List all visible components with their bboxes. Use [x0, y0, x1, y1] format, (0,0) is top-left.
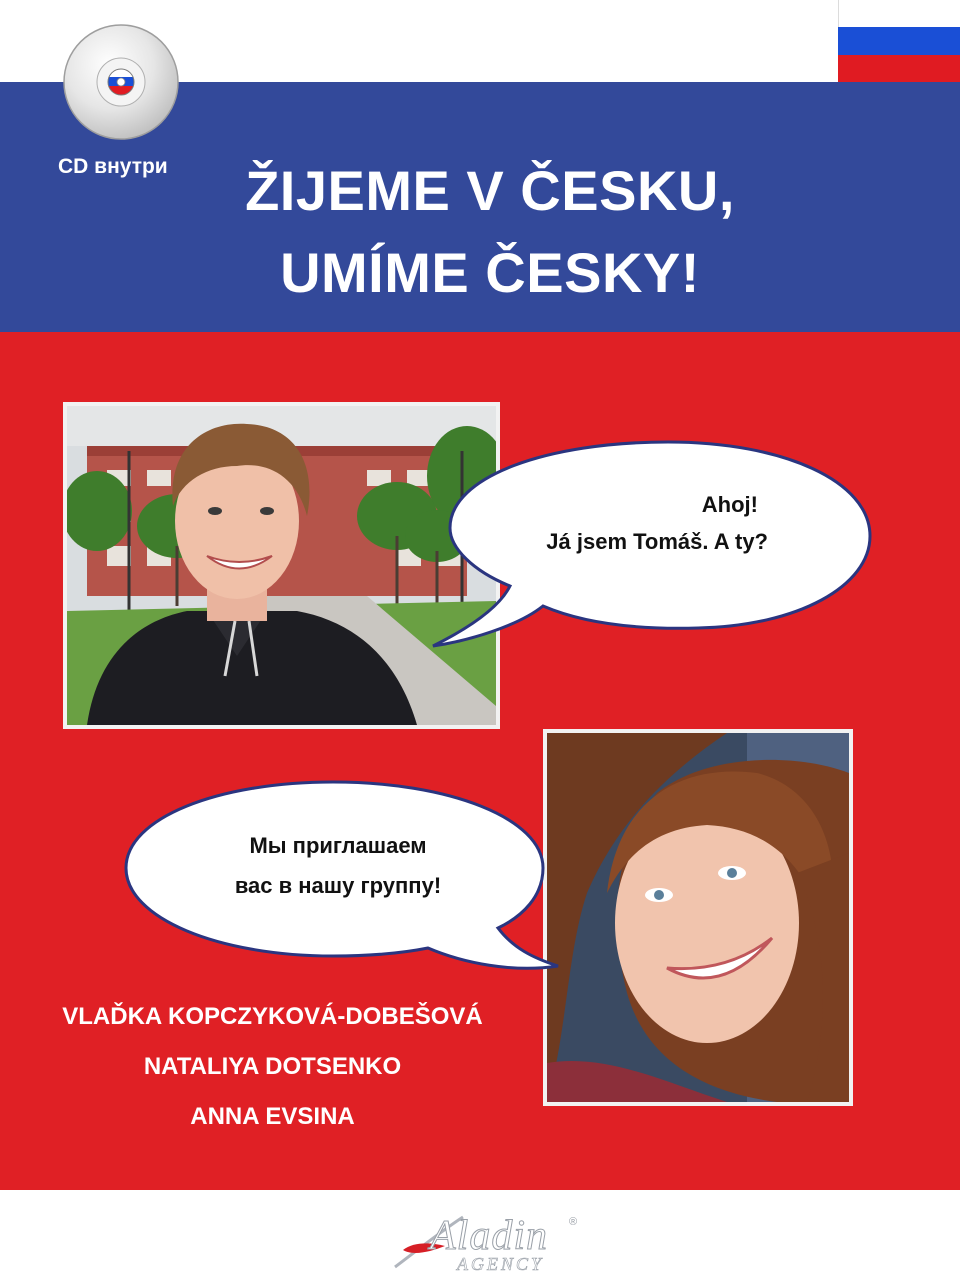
- bubble-tomas-line-2: Já jsem Tomáš. A ty?: [546, 529, 768, 554]
- logo-agency-text: AGENCY: [457, 1254, 545, 1274]
- registered-mark: ®: [569, 1216, 578, 1228]
- russian-flag-icon: [838, 0, 960, 82]
- cd-disc-icon: [63, 24, 179, 140]
- aladin-agency-logo: [385, 1212, 585, 1274]
- book-title: [210, 150, 770, 314]
- bubble-invitation-line-1: Мы приглашаем: [249, 833, 427, 858]
- title-line-1: ŽIJEME V ČESKU,: [245, 159, 735, 222]
- author-2: NATALIYA DOTSENKO: [143, 1053, 402, 1080]
- logo-aladin-text: Aladin: [430, 1213, 548, 1259]
- author-1: VLAĎKA KOPCZYKOVÁ-DOBEŠOVÁ: [62, 1003, 483, 1030]
- bubble-tomas-line-1: Ahoj!: [701, 492, 758, 517]
- authors-list: [40, 992, 505, 1142]
- bubble-tomas-text: [498, 486, 868, 560]
- speech-bubble-invitation: [118, 778, 563, 994]
- bubble-invitation-text: [118, 826, 558, 906]
- cd-inside-label: CD внутри: [58, 155, 168, 178]
- bubble-invitation-line-2: вас в нашу группу!: [234, 873, 442, 898]
- title-line-2: UMÍME ČESKY!: [280, 241, 700, 304]
- speech-bubble-tomas: [428, 436, 878, 660]
- author-3: ANNA EVSINA: [190, 1103, 355, 1130]
- photo-girl: [543, 729, 853, 1106]
